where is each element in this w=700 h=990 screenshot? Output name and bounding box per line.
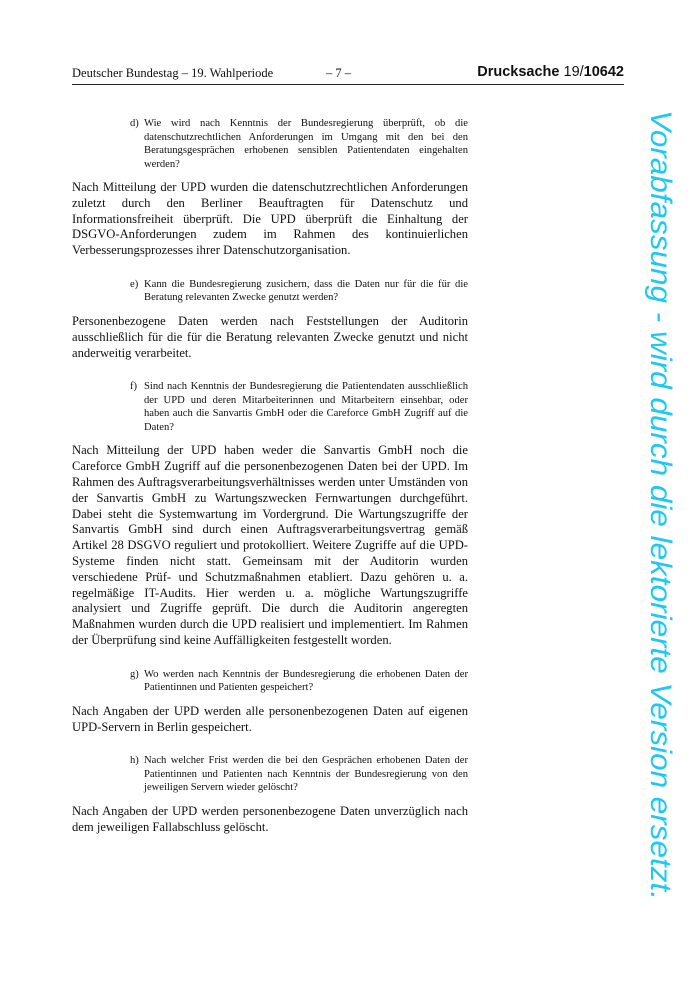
question-d [130,117,468,171]
question-text: Wie wird nach Kenntnis der Bundesregierung überprüft, ob die datenschutzrechtlichen Anforderungen im Umgang mit den bei den Beratungsgesprächen erhobenen sensiblen Patientendaten eingehalten werden? [144,118,468,170]
question-label: e) [130,278,139,290]
watermark-text: Vorabfassung - wird durch die lektorierte Version ersetzt. [644,110,677,851]
doc-session: 19/ [563,64,584,80]
question-text: Nach welcher Frist werden die bei den Gesprächen erhobenen Daten der Patientinnen und Patienten nach Kenntnis der Bundesregierung von den jeweiligen Servern wieder gelöscht? [144,755,468,794]
header-rule [72,84,624,85]
question-label: f) [130,381,138,393]
draft-watermark [641,110,685,900]
question-text: Sind nach Kenntnis der Bundesregierung die Patientendaten ausschließlich der UPD und deren Mitarbeiterinnen und Mitarbeitern einsehbar, oder haben auch die Sanvartis GmbH oder die Careforce GmbH Zugriff auf die Daten? [144,381,468,433]
question-label: d) [130,118,139,129]
question-e [130,278,468,305]
question-label: g) [130,668,139,680]
watermark-svg [641,110,685,900]
question-g [130,668,468,695]
answer-f: Nach Mitteilung der UPD haben weder die Sanvartis GmbH noch die Careforce GmbH Zugriff auf die personenbezogenen Daten bei der UPD. Im Rahmen des Auftragsverarbeitungsverhältnisses werden unter Umständen von der Sanvartis GmbH zu Wartungszwecken Fernwartungen durchgeführt. Dabei steht die Systemwartung im Vordergrund. Die Wartungszugriffe der Sanvartis GmbH sind durch einen Auftragsverarbeitungsvertrag gemäß Artikel 28 DSGVO reguliert und protokolliert. Weitere Zugriffe auf die UPD-Systeme finden nicht statt. Gemeinsam mit der Auditorin wurden verschiedene Prüf- und Schutzmaßnahmen etabliert. Dazu gehören u. a. regelmäßige IT-Audits. Hier werden u. a. mögliche Wartungszugriffe analysiert und Zugriffe geprüft. Die durch die Auditorin angeregten Maßnahmen wurden durch die UPD realisiert und implementiert. Im Rahmen der Überprüfung sind keine Auffälligkeiten festgestellt worden. [72,443,468,647]
answer-g: Nach Angaben der UPD werden alle personenbezogenen Daten auf eigenen UPD-Servern in Berlin gespeichert. [72,703,468,734]
question-text: Kann die Bundesregierung zusichern, dass die Daten nur für die für die Beratung relevanten Zwecke genutzt werden? [144,278,468,304]
question-text: Wo werden nach Kenntnis der Bundesregierung die erhobenen Daten der Patientinnen und Patienten gespeichert? [144,668,468,694]
answer-e: Personenbezogene Daten werden nach Feststellungen der Auditorin ausschließlich für die für die Beratung relevanten Zwecke genutzt und nicht anderweitig verarbeitet. [72,313,468,360]
question-label: h) [130,755,139,767]
doc-number: 10642 [583,64,624,80]
page-header [72,66,624,86]
page-number: – 7 – [326,66,351,80]
answer-h: Nach Angaben der UPD werden personenbezogene Daten unverzüglich nach dem jeweiligen Fallabschluss gelöscht. [72,803,468,834]
document-body [72,117,468,854]
header-parliament: Deutscher Bundestag – 19. Wahlperiode [72,66,274,80]
question-f [130,380,468,434]
doc-label: Drucksache [477,64,560,80]
question-h [130,754,468,795]
document-number [477,64,624,80]
answer-d: Nach Mitteilung der UPD wurden die datenschutzrechtlichen Anforderungen zuletzt durch den Berliner Beauftragten für Datenschutz und Informationsfreiheit überprüft. Die UPD überprüft die Einhaltung der DSGVO-Anforderungen zudem im Rahmen des kontinuierlichen Verbesserungsprozesses ihrer Datenschutzorganisation. [72,180,468,258]
